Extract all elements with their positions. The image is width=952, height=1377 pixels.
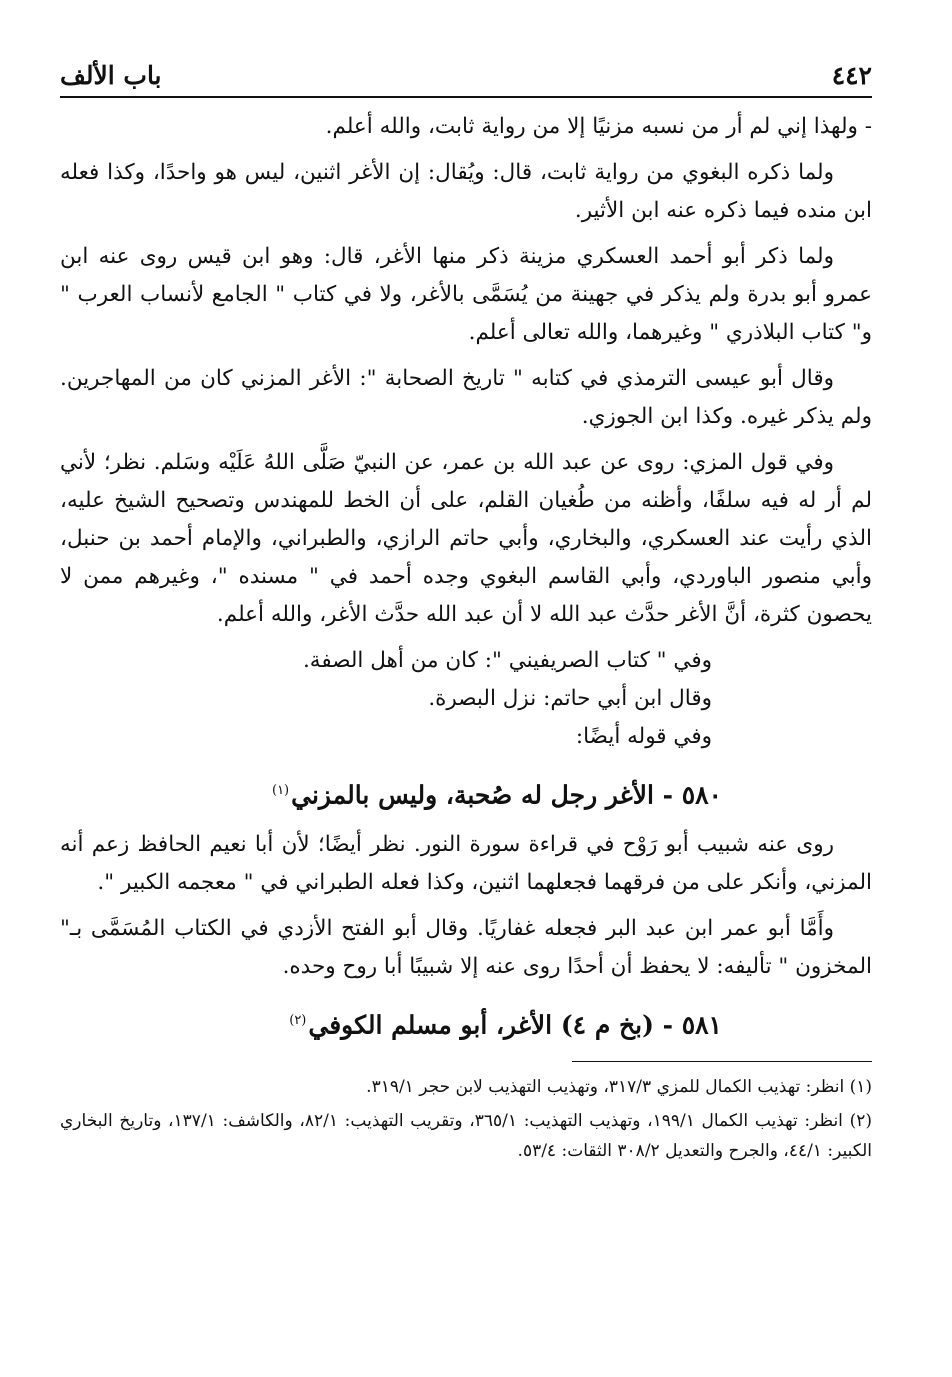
- entry-heading-text: ٥٨١ - (بخ م ٤) الأغر، أبو مسلم الكوفي: [308, 1010, 722, 1040]
- footnote: (١) انظر: تهذيب الكمال للمزي ٣١٧/٣، وتهذيب التهذيب لابن حجر ٣١٩/١.: [366, 1076, 872, 1097]
- paragraph: روى عنه شبيب أبو رَوْح في قراءة سورة النور. نظر أيضًا؛ لأن أبا نعيم الحافظ زعم أنه المزني، وأنكر على من فرقهما فجعلهما اثنين، وكذا فعله الطبراني في " معجمه الكبير ".: [60, 832, 872, 896]
- entry-heading-580: [60, 770, 722, 816]
- entry-heading-581: [60, 1000, 722, 1046]
- footnotes: [60, 1072, 872, 1166]
- page-header: [60, 52, 872, 98]
- paragraph: وأَمَّا أبو عمر ابن عبد البر فجعله غفاريًا. وقال أبو الفتح الأزدي في الكتاب المُسَمَّى بـ" المخزون " تأليفه: لا يحفظ أن أحدًا روى عنه إلا شبيبًا أبا روح وحده.: [60, 916, 872, 980]
- paragraph: وفي قول المزي: روى عن عبد الله بن عمر، عن النبيّ صَلَّى اللهُ عَلَيْه وسَلم. نظر؛ لأني لم أر له فيه سلفًا، وأظنه من طُغيان القلم، على أن الخط للمهندس وتصحيح الشيخ عليه، الذي رأيت عند العسكري، والبخاري، وأبي حاتم الرازي، والطبراني، والإمام أحمد بن حنبل، وأبي منصور الباوردي، وأبي القاسم البغوي وجده أحمد في " مسنده "، وغيرهم ممن لا يحصون كثرة، أنَّ الأغر حدَّث عبد الله لا أن عبد الله حدَّث الأغر، والله أعلم.: [60, 450, 872, 627]
- paragraph: ولما ذكر أبو أحمد العسكري مزينة ذكر منها الأغر، قال: وهو ابن قيس روى عنه ابن عمرو أبو بدرة ولم يذكر في جهينة من يُسَمَّى بالأغر، ولا في كتاب " الجامع لأنساب العرب " و" كتاب البلاذري " وغيرهما، والله تعالى أعلم.: [60, 244, 872, 345]
- footnote-ref[interactable]: (١): [271, 783, 290, 798]
- paragraph: وقال أبو عيسى الترمذي في كتابه " تاريخ الصحابة ": الأغر المزني كان من المهاجرين. ولم يذكر غيره. وكذا ابن الجوزي.: [60, 366, 872, 429]
- entry-heading-text: ٥٨٠ - الأغر رجل له صُحبة، وليس بالمزني: [291, 780, 722, 810]
- footnote-ref[interactable]: (٢): [289, 1013, 307, 1029]
- page-number: ٤٤٢: [831, 61, 872, 90]
- paragraph: وفي قوله أيضًا:: [575, 724, 712, 749]
- paragraph: ولما ذكره البغوي من رواية ثابت، قال: ويُقال: إن الأغر اثنين، ليس هو واحدًا، وكذا فعله ابن منده فيما ذكره عنه ابن الأثير.: [60, 160, 872, 223]
- footnote-separator: [572, 1061, 872, 1062]
- paragraph: وقال ابن أبي حاتم: نزل البصرة.: [428, 686, 712, 711]
- footnote: (٢) انظر: تهذيب الكمال ١٩٩/١، وتهذيب التهذيب: ٣٦٥/١، وتقريب التهذيب: ٨٢/١، والكاشف: ١٣٧/١، وتاريخ البخاري الكبير: ٤٤/١، والجرح والتعديل ٣٠٨/٢ الثقات: ٥٣/٤.: [60, 1110, 872, 1161]
- running-title: باب الألف: [60, 61, 162, 90]
- main-text: [60, 108, 872, 1047]
- paragraph: وفي " كتاب الصريفيني ": كان من أهل الصفة.: [302, 648, 712, 673]
- paragraph: - ولهذا إني لم أر من نسبه مزنيًا إلا من رواية ثابت، والله أعلم.: [325, 114, 872, 139]
